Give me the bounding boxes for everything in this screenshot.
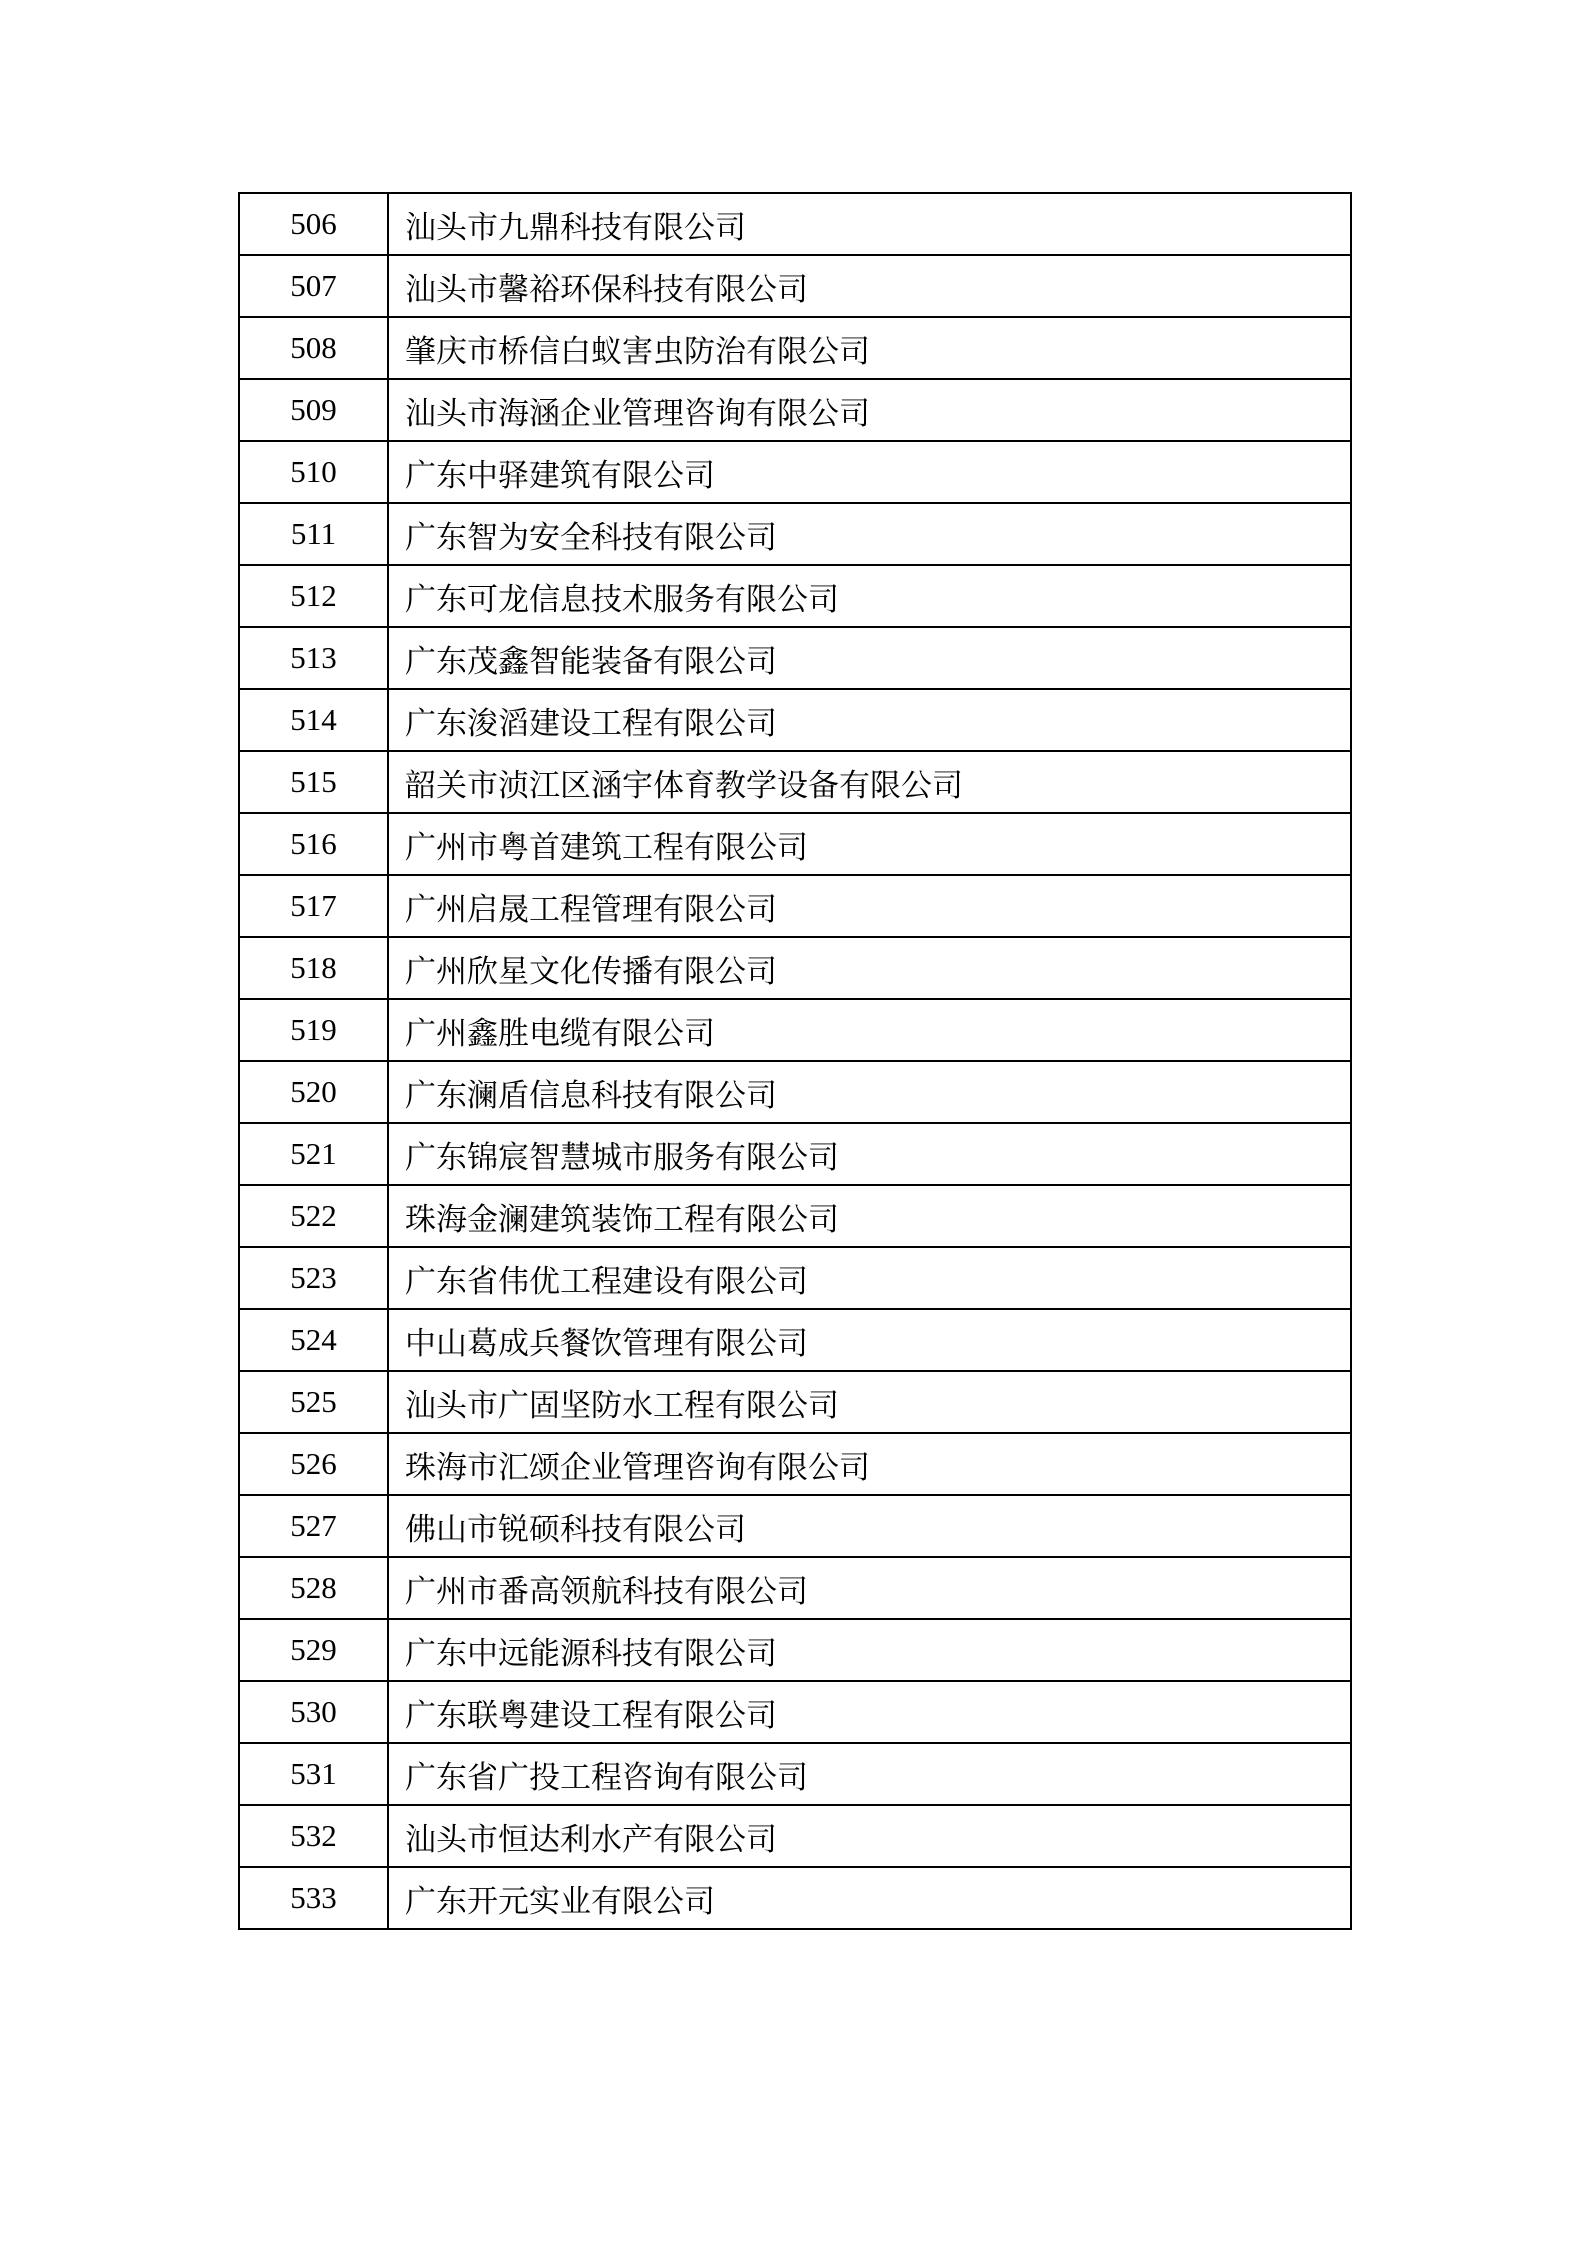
row-number-cell: 510: [239, 441, 388, 503]
row-number-cell: 508: [239, 317, 388, 379]
row-number-cell: 520: [239, 1061, 388, 1123]
table-row: [239, 1185, 1351, 1247]
table-row: [239, 379, 1351, 441]
table-row: [239, 1247, 1351, 1309]
table-row: [239, 1433, 1351, 1495]
table-row: [239, 1619, 1351, 1681]
company-name-cell: 肇庆市桥信白蚁害虫防治有限公司: [388, 317, 1351, 379]
company-name-cell: 广州市粤首建筑工程有限公司: [388, 813, 1351, 875]
table-row: [239, 1743, 1351, 1805]
company-name-cell: 广东可龙信息技术服务有限公司: [388, 565, 1351, 627]
table-row: [239, 1557, 1351, 1619]
table-row: [239, 875, 1351, 937]
row-number-cell: 507: [239, 255, 388, 317]
row-number-cell: 525: [239, 1371, 388, 1433]
row-number-cell: 531: [239, 1743, 388, 1805]
row-number-cell: 509: [239, 379, 388, 441]
row-number-cell: 521: [239, 1123, 388, 1185]
row-number-cell: 522: [239, 1185, 388, 1247]
row-number-cell: 526: [239, 1433, 388, 1495]
table-row: [239, 813, 1351, 875]
table-row: [239, 627, 1351, 689]
table-row: [239, 565, 1351, 627]
row-number-cell: 523: [239, 1247, 388, 1309]
company-name-cell: 韶关市浈江区涵宇体育教学设备有限公司: [388, 751, 1351, 813]
row-number-cell: 527: [239, 1495, 388, 1557]
company-name-cell: 广东茂鑫智能装备有限公司: [388, 627, 1351, 689]
company-name-cell: 珠海市汇颂企业管理咨询有限公司: [388, 1433, 1351, 1495]
row-number-cell: 524: [239, 1309, 388, 1371]
company-list-body: [239, 193, 1351, 1929]
table-row: [239, 1123, 1351, 1185]
company-name-cell: 汕头市海涵企业管理咨询有限公司: [388, 379, 1351, 441]
company-name-cell: 广东中驿建筑有限公司: [388, 441, 1351, 503]
company-name-cell: 广东智为安全科技有限公司: [388, 503, 1351, 565]
company-name-cell: 佛山市锐硕科技有限公司: [388, 1495, 1351, 1557]
table-row: [239, 255, 1351, 317]
company-name-cell: 广州市番高领航科技有限公司: [388, 1557, 1351, 1619]
row-number-cell: 532: [239, 1805, 388, 1867]
table-row: [239, 1371, 1351, 1433]
table-row: [239, 441, 1351, 503]
company-name-cell: 汕头市九鼎科技有限公司: [388, 193, 1351, 255]
table-row: [239, 1061, 1351, 1123]
company-name-cell: 广东澜盾信息科技有限公司: [388, 1061, 1351, 1123]
company-list-table: [238, 192, 1352, 1930]
company-name-cell: 汕头市广固坚防水工程有限公司: [388, 1371, 1351, 1433]
company-name-cell: 广东省伟优工程建设有限公司: [388, 1247, 1351, 1309]
table-row: [239, 1495, 1351, 1557]
row-number-cell: 514: [239, 689, 388, 751]
company-name-cell: 广州欣星文化传播有限公司: [388, 937, 1351, 999]
table-row: [239, 689, 1351, 751]
table-row: [239, 1681, 1351, 1743]
row-number-cell: 511: [239, 503, 388, 565]
row-number-cell: 519: [239, 999, 388, 1061]
company-name-cell: 广州鑫胜电缆有限公司: [388, 999, 1351, 1061]
row-number-cell: 518: [239, 937, 388, 999]
row-number-cell: 516: [239, 813, 388, 875]
company-name-cell: 广东联粤建设工程有限公司: [388, 1681, 1351, 1743]
table-row: [239, 193, 1351, 255]
row-number-cell: 515: [239, 751, 388, 813]
table-row: [239, 937, 1351, 999]
table-row: [239, 317, 1351, 379]
company-name-cell: 中山葛成兵餐饮管理有限公司: [388, 1309, 1351, 1371]
row-number-cell: 506: [239, 193, 388, 255]
company-name-cell: 汕头市恒达利水产有限公司: [388, 1805, 1351, 1867]
company-name-cell: 广东浚滔建设工程有限公司: [388, 689, 1351, 751]
company-name-cell: 广州启晟工程管理有限公司: [388, 875, 1351, 937]
row-number-cell: 529: [239, 1619, 388, 1681]
company-name-cell: 汕头市馨裕环保科技有限公司: [388, 255, 1351, 317]
table-row: [239, 1805, 1351, 1867]
row-number-cell: 512: [239, 565, 388, 627]
row-number-cell: 517: [239, 875, 388, 937]
table-row: [239, 999, 1351, 1061]
table-row: [239, 751, 1351, 813]
company-name-cell: 广东省广投工程咨询有限公司: [388, 1743, 1351, 1805]
company-name-cell: 广东开元实业有限公司: [388, 1867, 1351, 1929]
row-number-cell: 528: [239, 1557, 388, 1619]
table-row: [239, 503, 1351, 565]
table-row: [239, 1309, 1351, 1371]
table-row: [239, 1867, 1351, 1929]
company-name-cell: 珠海金澜建筑装饰工程有限公司: [388, 1185, 1351, 1247]
row-number-cell: 533: [239, 1867, 388, 1929]
row-number-cell: 513: [239, 627, 388, 689]
row-number-cell: 530: [239, 1681, 388, 1743]
company-name-cell: 广东中远能源科技有限公司: [388, 1619, 1351, 1681]
company-name-cell: 广东锦宸智慧城市服务有限公司: [388, 1123, 1351, 1185]
